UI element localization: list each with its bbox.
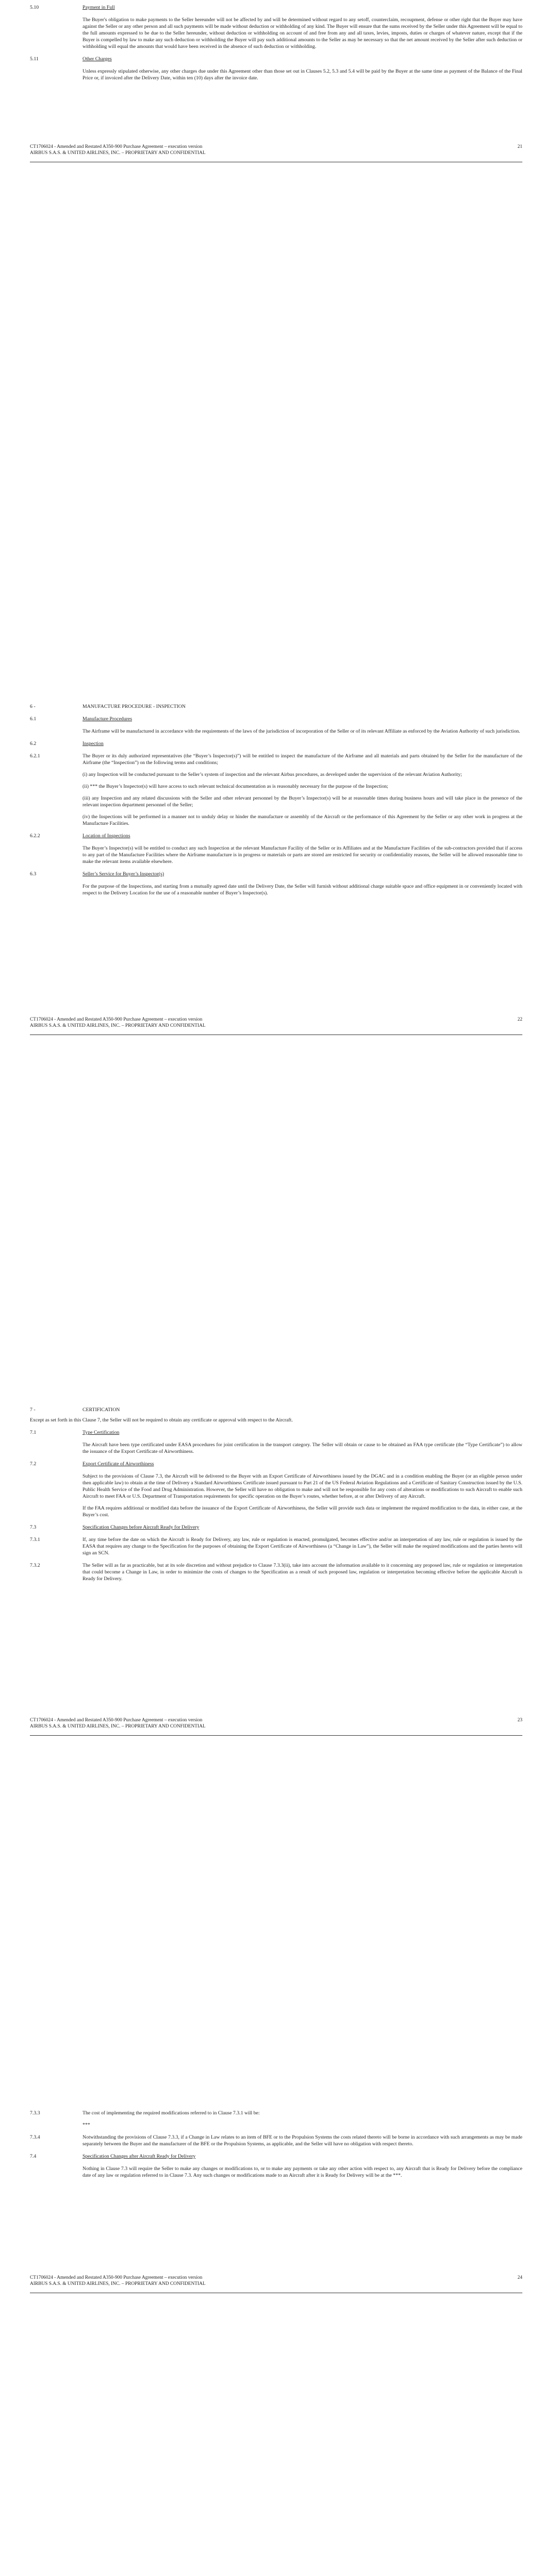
section (30, 2134, 522, 2147)
section-number: 7.2 (30, 1461, 37, 1467)
paragraph: The Airframe will be manufactured in accordance with the requirements of the laws of the jurisdiction of incorporation of the Seller or of its relevant Affiliate as enforced by the Aviation Authority of such jurisdiction. (83, 728, 520, 734)
paragraph: The Buyer's obligation to make payments to the Seller hereunder will not be affected by and will be determined without regard to any setoff, counterclaim, recoupment, defense or other right that the Buyer may have against the Seller or any other person and all such payments will be made without deduction or withholding of any kind. The Buyer will ensure that the sums received by the Seller under this Agreement will be equal to the full amounts expressed to be due to the Seller hereunder, without deduction or withholding on account of and free from any and all taxes, levies, imposts, duties or charges of whatever nature, except that if the Buyer is compelled by law to make any such deduction or withholding the Buyer will pay such additional amounts to the Seller as may be necessary so that the net amount received by the Seller after such deduction or withholding will equal the amounts that would have been received in the absence of such deduction or withholding. (83, 17, 522, 49)
section (30, 1406, 522, 1413)
footer-rule (30, 1735, 522, 1736)
section (30, 1536, 522, 1556)
section (30, 2153, 522, 2179)
paragraph: The cost of implementing the required modifications referred to in Clause 7.3.1 will be: (83, 2110, 260, 2116)
section-number: 5.10 (30, 5, 39, 10)
section (30, 716, 522, 735)
paragraph: (iv) the Inspections will be performed in a manner not to unduly delay or hinder the manufacture or assembly of the Aircraft or the performance of this Agreement by the Seller or any other work in progress at the Manufacture Facilities. (83, 814, 522, 826)
paragraph: The Aircraft have been type certificated under EASA procedures for joint certification in the transport category. The Seller will obtain or cause to be obtained an FAA type certificate (the “Type Certificate”) to allow the issuance of the Export Certificate of Airworthiness. (83, 1442, 522, 1454)
page-footer (30, 1016, 522, 1029)
document-page (0, 0, 544, 703)
section-number: 6 - (30, 704, 36, 709)
footer-parties-line: AIRBUS S.A.S. & UNITED AIRLINES, INC. – PROPRIETARY AND CONFIDENTIAL (30, 2281, 206, 2286)
paragraph: For the purpose of the Inspections, and starting from a mutually agreed date until the Delivery Date, the Seller will furnish without additional charge suitable space and office equipment in or conveniently located with respect to the Delivery Location for the use of a reasonable number of Buyer’s Inspector(s). (83, 884, 522, 896)
section-intro (30, 1417, 522, 1423)
document-page (0, 1406, 544, 2110)
section-number: 6.3 (30, 871, 37, 877)
paragraph: If the FAA requires additional or modified data before the issuance of the Export Certificate of Airworthiness, the Seller will provide such data or implement the required modification to the data, in either case, at the Buyer’s cost. (83, 1505, 522, 1518)
paragraph: *** (83, 2122, 90, 2128)
document-page (0, 2110, 544, 2576)
page-footer (30, 1717, 522, 1730)
section (30, 1524, 522, 1531)
section-number: 7.3.1 (30, 1537, 40, 1543)
section-title: Specification Changes after Aircraft Ready for Delivery (83, 2154, 196, 2159)
section (30, 1429, 522, 1455)
page-content (30, 703, 522, 902)
section-title: Other Charges (83, 56, 112, 62)
paragraph: The Buyer or its duly authorized representatives (the “Buyer’s Inspector(s)”) will be entitled to inspect the manufacture of the Airframe and all materials and parts obtained by the Seller for the manufacture of the Airframe (the “Inspection”) on the following terms and conditions; (83, 753, 522, 766)
paragraph: The Buyer’s Inspector(s) will be entitled to conduct any such Inspection at the relevant Manufacture Facility of the Seller or its Affiliates and at the Manufacture Facilities of the sub-contractors provided that if access to any part of the Manufacture Facilities where the Airframe manufacture is in progress or materials or parts are stored are restricted for security or confidentiality reasons, the Seller will be allowed reasonable time to make the relevant items available elsewhere. (83, 845, 522, 865)
paragraph: If, any time before the date on which the Aircraft is Ready for Delivery, any law, rule or regulation is enacted, promulgated, becomes effective and/or an interpretation of any law, rule or regulation is issued by the EASA that requires any change to the Specification for the purposes of obtaining the Export Certificate of Airworthiness (a “Change in Law”), the Seller will make the required modifications and the parties hereto will sign an SCN. (83, 1537, 522, 1556)
section (30, 1461, 522, 1518)
page-footer (30, 144, 522, 156)
paragraph: (iii) any Inspection and any related discussions with the Seller and other relevant personnel by the Buyer’s Inspector(s) will be at reasonable times during business hours and will take place in the presence of the relevant inspection department personnel of the Seller; (83, 795, 522, 808)
section (30, 2110, 522, 2128)
page-number: 24 (517, 2275, 522, 2280)
section-title: MANUFACTURE PROCEDURE - INSPECTION (83, 704, 186, 709)
page-number: 22 (517, 1017, 522, 1022)
section-title: Inspection (83, 741, 104, 747)
footer-agreement-line: CT1706024 - Amended and Restated A350-900 Purchase Agreement – execution version (30, 2275, 203, 2280)
footer-agreement-line: CT1706024 - Amended and Restated A350-900 Purchase Agreement – execution version (30, 1017, 203, 1022)
section-number: 7.3.2 (30, 1563, 40, 1568)
footer-parties-line: AIRBUS S.A.S. & UNITED AIRLINES, INC. – PROPRIETARY AND CONFIDENTIAL (30, 1724, 206, 1729)
section (30, 703, 522, 710)
paragraph: Unless expressly stipulated otherwise, any other charges due under this Agreement other than those set out in Clauses 5.2, 5.3 and 5.4 will be paid by the Buyer at the same time as payment of the Balance of the Final Price or, if invoiced after the Delivery Date, within ten (10) days after the invoice date. (83, 69, 522, 81)
section (30, 871, 522, 896)
section-number: 7.3.4 (30, 2134, 40, 2140)
section-title: Type Certification (83, 1430, 120, 1435)
section (30, 1562, 522, 1582)
section-number: 6.1 (30, 716, 37, 722)
section-title: CERTIFICATION (83, 1407, 120, 1413)
page-number: 23 (517, 1718, 522, 1723)
section (30, 753, 522, 827)
section-number: 7.4 (30, 2154, 37, 2159)
paragraph: Nothing in Clause 7.3 will require the Seller to make any changes or modifications to, or to make any payments or take any other action with respect to, any Aircraft that is Ready for Delivery before the compliance date of any law or regulation referred to in Clause 7.3. Any such changes or modifications made to an Aircraft after it is Ready for Delivery will be at the ***. (83, 2166, 522, 2178)
section (30, 740, 522, 747)
page-content (30, 4, 522, 87)
footer-agreement-line: CT1706024 - Amended and Restated A350-900 Purchase Agreement – execution version (30, 1718, 203, 1723)
section-number: 6.2.2 (30, 833, 40, 839)
paragraph: Subject to the provisions of Clause 7.3, the Aircraft will be delivered to the Buyer with an Export Certificate of Airworthiness issued by the DGAC and in a condition enabling the Buyer (or an eligible person under then applicable law) to obtain at the time of Delivery a Standard Airworthiness Certificate issued pursuant to Part 21 of the US Federal Aviation Regulations and a Certificate of Sanitary Construction issued by the U.S. Public Health Service of the Food and Drug Administration. However, the Seller will have no obligation to make and will not be responsible for any costs of alterations or modifications to such Aircraft to enable such Aircraft to meet FAA or U.S. Department of Transportation requirements for specific operation on the Buyer’s routes, whether before, at or after Delivery of any Aircraft. (83, 1473, 522, 1499)
section-number: 7.1 (30, 1430, 37, 1435)
page-number: 21 (517, 144, 522, 149)
section-number: 6.2 (30, 741, 37, 747)
paragraph: The Seller will as far as practicable, but at its sole discretion and without prejudice to Clause 7.3.3(ii), take into account the information available to it concerning any proposed law, rule or regulation or interpretation that could become a Change in Law, in order to minimize the costs of changes to the Specification as a result of such proposed law, regulation or interpretation becoming effective before the applicable Aircraft is Ready for Delivery. (83, 1563, 522, 1582)
section-title: Export Certificate of Airworthiness (83, 1461, 154, 1467)
document-page (0, 703, 544, 1406)
section (30, 56, 522, 81)
page-footer (30, 2275, 522, 2287)
footer-parties-line: AIRBUS S.A.S. & UNITED AIRLINES, INC. – PROPRIETARY AND CONFIDENTIAL (30, 1023, 206, 1028)
paragraph: (ii) *** the Buyer’s Inspector(s) will have access to such relevant technical documentation as is reasonably necessary for the purpose of the Inspection; (83, 784, 388, 789)
section-title: Specification Changes before Aircraft Ready for Delivery (83, 1524, 200, 1530)
section-number: 7 - (30, 1407, 36, 1413)
footer-agreement-line: CT1706024 - Amended and Restated A350-900 Purchase Agreement – execution version (30, 144, 203, 149)
section-title: Payment in Full (83, 5, 115, 10)
section-number: 5.11 (30, 56, 39, 62)
page-content (30, 1406, 522, 1588)
paragraph: Except as set forth in this Clause 7, the Seller will not be required to obtain any certificate or approval with respect to the Aircraft. (30, 1417, 293, 1423)
section-number: 7.3.3 (30, 2110, 40, 2116)
footer-parties-line: AIRBUS S.A.S. & UNITED AIRLINES, INC. – PROPRIETARY AND CONFIDENTIAL (30, 150, 206, 156)
section-title: Seller’s Service for Buyer’s Inspector(s) (83, 871, 164, 877)
section (30, 833, 522, 865)
section (30, 4, 522, 50)
section-number: 7.3 (30, 1524, 37, 1530)
paragraph: Notwithstanding the provisions of Clause 7.3.3, if a Change in Law relates to an item of BFE or to the Propulsion Systems the costs related thereto will be borne in accordance with such arrangements as may be made separately between the Buyer and the manufacturer of the BFE or the Propulsion Systems, as applicable, and the Seller will have no obligation with respect thereto. (83, 2134, 522, 2147)
section-title: Manufacture Procedures (83, 716, 133, 722)
section-title: Location of Inspections (83, 833, 130, 839)
paragraph: (i) any Inspection will be conducted pursuant to the Seller’s system of inspection and the relevant Airbus procedures, as developed under the supervision of the relevant Aviation Authority; (83, 772, 462, 777)
section-number: 6.2.1 (30, 753, 40, 759)
page-content (30, 2110, 522, 2184)
